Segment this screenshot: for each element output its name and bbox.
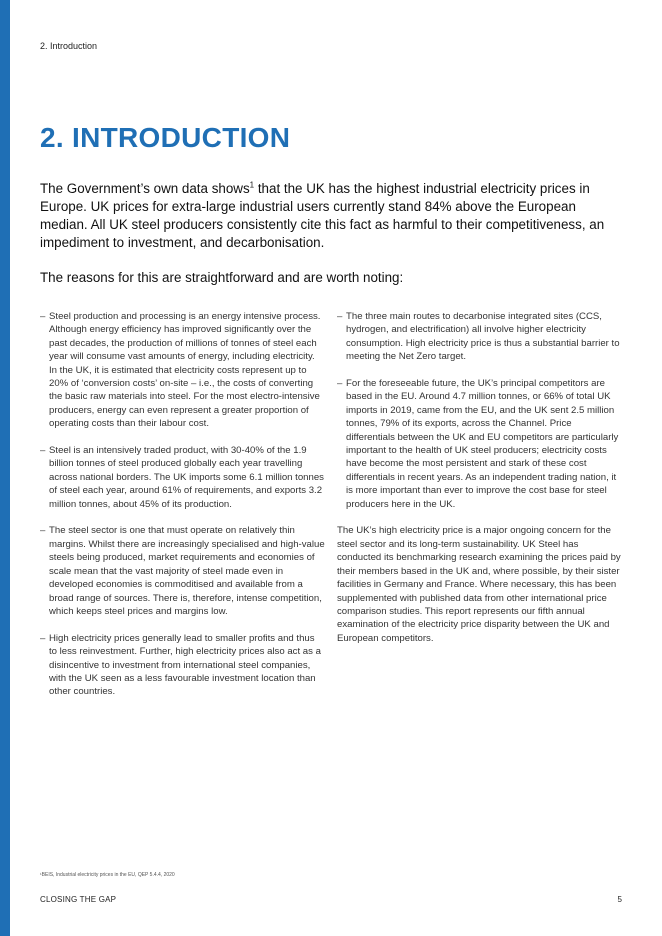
bullet-item — [40, 524, 325, 618]
running-header: 2. Introduction — [40, 41, 98, 51]
lead-paragraph-2: The reasons for this are straightforward and are worth noting: — [40, 270, 404, 285]
bullet-dash: – — [337, 311, 343, 322]
bullet-text: The steel sector is one that must operate on relatively thin margins. Whilst there are increasingly specialised and high-value steels being produced, market requirements and economies of scale mean that the vast majority of steel made even in developed economies is commoditised and available from a broad range of sources. There is, therefore, intense competition, which keeps steel prices and margins low. — [49, 525, 325, 617]
bullet-item — [40, 310, 325, 431]
bullet-item — [337, 310, 623, 364]
lead-text-part2: that the UK has the highest industrial electricity prices in Europe. UK prices for extra-large industrial users currently stand 84% above the European median. All UK steel producers consistently cite this fact as harmful to their competitiveness, an impediment to investment, and decarbonisation. — [40, 181, 605, 250]
right-column — [337, 310, 623, 645]
lead-paragraph — [40, 180, 620, 252]
left-column — [40, 310, 325, 712]
lead-text-part1: The Government’s own data shows — [40, 181, 250, 196]
bullet-dash: – — [40, 445, 46, 457]
footnote: ¹BEIS, Industrial electricity prices in the EU, QEP 5.4.4, 2020 — [40, 872, 175, 878]
bullet-dash: – — [337, 378, 343, 390]
bullet-text: Steel is an intensively traded product, with 30-40% of the 1.9 billion tonnes of steel produced globally each year travelling across national borders. The UK imports some 6.1 million tonnes of steel each year, around 61% of requirements, and exports 3.2 million tonnes, about 45% of its production. — [49, 445, 324, 510]
bullet-text: Steel production and processing is an energy intensive process. Although energy efficiency has improved significantly over the past decades, the production of millions of tonnes of steel each year will consume vast amounts of energy, including electricity. In the UK, it is estimated that electricity costs represent up to 20% of ‘conversion costs’ on-site – i.e., the costs of converting the basic raw materials into steel. For the most electro-intensive producers, energy can even represent a greater proportion of operating costs than their labour cost. — [49, 311, 321, 430]
bullet-text: High electricity prices generally lead to smaller profits and thus to less reinvestment. Further, high electricity prices also act as a disincentive to investment from international steel companies, with the UK seen as a less favourable investment location than other countries. — [49, 632, 321, 698]
bullet-item — [337, 377, 623, 511]
bullet-dash: – — [40, 311, 46, 322]
bullet-dash: – — [40, 525, 46, 537]
footer-doc-title: CLOSING THE GAP — [40, 895, 117, 904]
accent-bar — [0, 0, 10, 936]
bullet-text: The three main routes to decarbonise integrated sites (CCS, hydrogen, and electrification) all involve higher electricity consumption. High electricity price is thus a substantial barrier to meeting the Net Zero target. — [346, 311, 620, 363]
bullet-text: For the foreseeable future, the UK’s principal competitors are based in the EU. Around 4.7 million tonnes, or 66% of total UK imports in 2019, came from the EU, and the UK sent 2.5 million tonnes, 79% of its exports, across the Channel. Price differentials between the UK and EU competitors are particularly important to the health of UK steel producers; electricity costs have become the most persistent and stark of these cost differentials in recent years. As an independent trading nation, it is more important than ever to improve the cost base for steel producers here in the UK. — [346, 378, 619, 510]
page-title: 2. INTRODUCTION — [40, 122, 291, 153]
body-paragraph: The UK’s high electricity price is a major ongoing concern for the steel sector and its long-term sustainability. UK Steel has conducted its benchmarking research examining the prices paid by their members based in the UK and, where possible, by their sister facilities in Germany and France. Where necessary, this has been supplemented with published data from other international price comparison studies. This report represents our fifth annual examination of the electricity price disparity between the UK and European competitors. — [337, 525, 621, 644]
bullet-item — [40, 444, 325, 511]
footnote-marker: 1 — [249, 180, 255, 190]
bullet-item — [40, 632, 325, 699]
bullet-dash: – — [40, 632, 46, 644]
page-number: 5 — [617, 895, 622, 904]
